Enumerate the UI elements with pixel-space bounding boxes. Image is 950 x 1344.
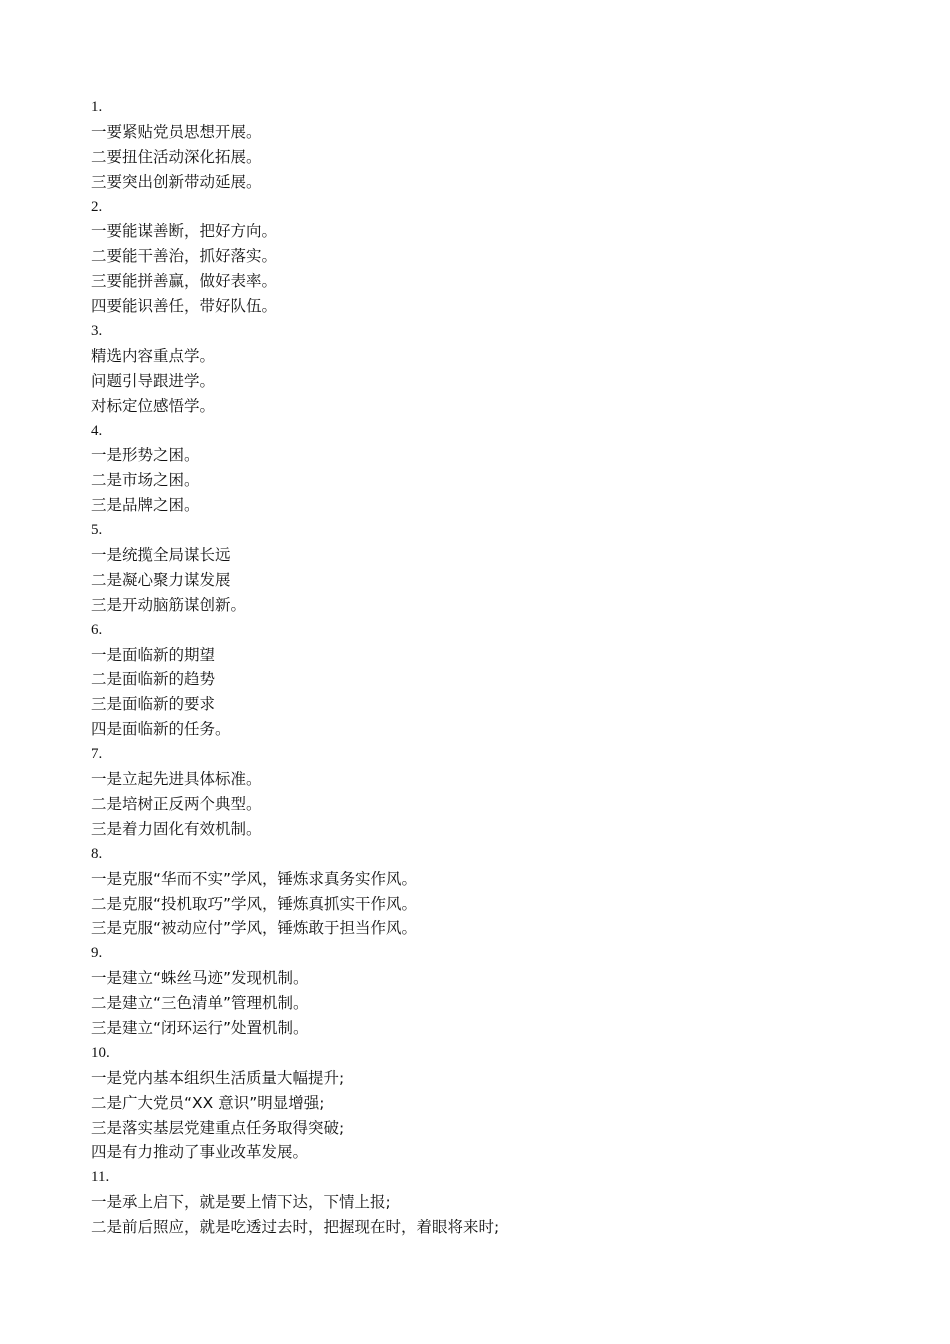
text-line: 二是广大党员“XX 意识”明显增强; <box>91 1093 325 1112</box>
text-line: 精选内容重点学。 <box>91 346 216 365</box>
section-number: 11. <box>91 1169 110 1186</box>
section-number: 3. <box>91 323 103 340</box>
text-line: 四要能识善任，带好队伍。 <box>91 297 278 316</box>
text-line: 三是着力固化有效机制。 <box>91 819 262 838</box>
section-number: 2. <box>91 198 103 215</box>
document-body <box>91 95 911 1240</box>
text-line: 一是党内基本组织生活质量大幅提升; <box>91 1068 345 1087</box>
text-line: 二要能干善治，抓好落实。 <box>91 247 278 266</box>
text-line: 一是承上启下，就是要上情下达，下情上报; <box>91 1193 391 1212</box>
text-line: 一是建立“蛛丝马迹”发现机制。 <box>91 969 309 988</box>
text-line: 三要能拼善赢，做好表率。 <box>91 272 278 291</box>
text-line: 问题引导跟进学。 <box>91 371 216 390</box>
text-line: 三是克服“被动应付”学风，锤炼敢于担当作风。 <box>91 919 418 938</box>
section-number: 5. <box>91 522 103 539</box>
text-line: 二是凝心聚力谋发展 <box>91 570 231 589</box>
section-number: 4. <box>91 422 103 439</box>
text-line: 二是培树正反两个典型。 <box>91 794 262 813</box>
text-line: 一要紧贴党员思想开展。 <box>91 122 262 141</box>
text-line: 二是市场之困。 <box>91 471 200 490</box>
text-line: 二是克服“投机取巧”学风，锤炼真抓实干作风。 <box>91 894 418 913</box>
text-line: 一是形势之困。 <box>91 446 200 465</box>
text-line: 三是落实基层党建重点任务取得突破; <box>91 1118 345 1137</box>
text-line: 二是建立“三色清单”管理机制。 <box>91 994 309 1013</box>
text-line: 三要突出创新带动延展。 <box>91 172 262 191</box>
text-line: 一要能谋善断，把好方向。 <box>91 222 278 241</box>
text-line: 四是面临新的任务。 <box>91 720 231 739</box>
section-number: 6. <box>91 621 103 638</box>
text-line: 三是开动脑筋谋创新。 <box>91 595 247 614</box>
section-number: 10. <box>91 1044 110 1061</box>
text-line: 三是面临新的要求 <box>91 695 216 714</box>
text-line: 一是统揽全局谋长远 <box>91 546 231 565</box>
text-line: 对标定位感悟学。 <box>91 396 216 415</box>
text-line: 二是前后照应，就是吃透过去时，把握现在时，着眼将来时; <box>91 1218 500 1237</box>
text-line: 四是有力推动了事业改革发展。 <box>91 1143 309 1162</box>
text-line: 一是克服“华而不实”学风，锤炼求真务实作风。 <box>91 869 418 888</box>
text-line: 三是建立“闭环运行”处置机制。 <box>91 1018 309 1037</box>
text-line: 二是面临新的趋势 <box>91 670 216 689</box>
section-number: 1. <box>91 99 103 115</box>
text-line: 一是立起先进具体标准。 <box>91 770 262 789</box>
section-number: 9. <box>91 945 103 962</box>
section-number: 7. <box>91 746 103 763</box>
text-line: 三是品牌之困。 <box>91 496 200 515</box>
section-number: 8. <box>91 845 103 862</box>
text-line: 一是面临新的期望 <box>91 645 216 664</box>
text-line: 二要扭住活动深化拓展。 <box>91 147 262 166</box>
